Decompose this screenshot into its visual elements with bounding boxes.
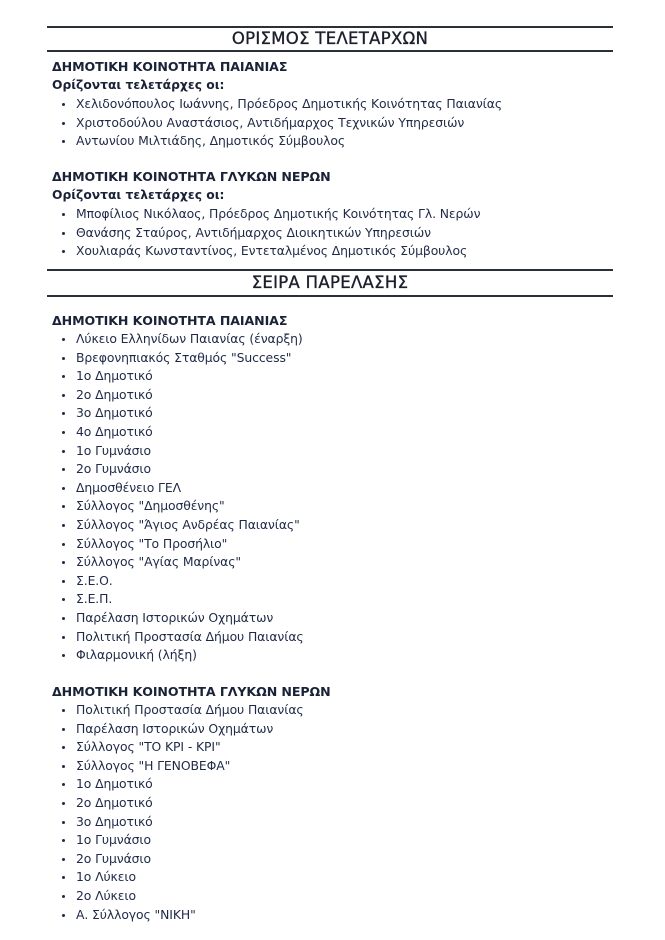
list-item xyxy=(52,887,632,906)
list-item xyxy=(52,720,632,739)
teletarches-list xyxy=(52,95,632,151)
list-item-text: Χριστοδούλου Αναστάσιος, Αντιδήμαρχος Τεχνικών Υπηρεσιών xyxy=(76,114,465,130)
bullet-icon xyxy=(62,802,65,805)
list-item-text: 2ο Γυμνάσιο xyxy=(76,461,151,477)
bullet-icon xyxy=(62,394,65,397)
teletarches-glyka-nera xyxy=(52,167,632,261)
bullet-icon xyxy=(62,357,65,360)
list-item xyxy=(52,330,632,349)
section-title-parade: ΣΕΙΡΑ ΠΑΡΕΛΑΣΗΣ xyxy=(251,273,409,292)
bullet-icon xyxy=(62,783,65,786)
bullet-icon xyxy=(62,561,65,564)
list-item-text: Δημοσθένειο ΓΕΛ xyxy=(76,479,181,495)
bullet-icon xyxy=(62,728,65,731)
list-item xyxy=(52,114,632,133)
list-item-text: Σ.Ε.Π. xyxy=(76,591,113,607)
bullet-icon xyxy=(62,250,65,253)
list-item xyxy=(52,738,632,757)
list-item xyxy=(52,553,632,572)
list-item xyxy=(52,535,632,554)
bullet-icon xyxy=(62,412,65,415)
list-item xyxy=(52,775,632,794)
list-item xyxy=(52,497,632,516)
bullet-icon xyxy=(62,232,65,235)
list-item-text: 1ο Γυμνάσιο xyxy=(76,832,151,848)
bullet-icon xyxy=(62,487,65,490)
bullet-icon xyxy=(62,617,65,620)
bullet-icon xyxy=(62,543,65,546)
bullet-icon xyxy=(62,876,65,879)
list-item xyxy=(52,367,632,386)
bullet-icon xyxy=(62,431,65,434)
list-item-text: Θανάσης Σταύρος, Αντιδήμαρχος Διοικητικών Υπηρεσιών xyxy=(76,224,431,240)
parade-paiania xyxy=(52,311,632,665)
list-item-text: 2ο Λύκειο xyxy=(76,887,136,903)
list-item xyxy=(52,850,632,869)
list-item-text: Χουλιαράς Κωνσταντίνος, Εντεταλμένος Δημοτικός Σύμβουλος xyxy=(76,243,468,259)
list-item-text: Λύκειο Ελληνίδων Παιανίας (έναρξη) xyxy=(76,331,303,346)
bullet-icon xyxy=(62,821,65,824)
bullet-icon xyxy=(62,746,65,749)
list-item xyxy=(52,205,632,224)
community-heading: ΔΗΜΟΤΙΚΗ ΚΟΙΝΟΤΗΤΑ ΠΑΙΑΝΙΑΣ xyxy=(52,59,288,74)
list-item-text: 1ο Γυμνάσιο xyxy=(76,442,151,458)
bullet-icon xyxy=(62,895,65,898)
bullet-icon xyxy=(62,213,65,216)
list-item-text: Α. Σύλλογος "ΝΙΚΗ" xyxy=(76,906,196,922)
teletarches-paiania xyxy=(52,57,632,151)
bullet-icon xyxy=(62,654,65,657)
bullet-icon xyxy=(62,338,65,341)
teletarches-label: Ορίζονται τελετάρχες οι: xyxy=(52,188,225,202)
list-item-text: 1ο Δημοτικό xyxy=(76,776,153,792)
community-heading: ΔΗΜΟΤΙΚΗ ΚΟΙΝΟΤΗΤΑ ΓΛΥΚΩΝ ΝΕΡΩΝ xyxy=(52,169,331,184)
list-item-text: Σύλλογος "Αγίας Μαρίνας" xyxy=(76,554,242,570)
list-item-text: Πολιτική Προστασία Δήμου Παιανίας xyxy=(76,702,304,717)
list-item-text: Σύλλογος "Δημοσθένης" xyxy=(76,498,225,514)
bullet-icon xyxy=(62,858,65,861)
bullet-icon xyxy=(62,914,65,917)
list-item xyxy=(52,609,632,628)
list-item-text: Παρέλαση Ιστορικών Οχημάτων xyxy=(76,609,274,625)
teletarches-list xyxy=(52,205,632,261)
bullet-icon xyxy=(62,765,65,768)
bullet-icon xyxy=(62,450,65,453)
list-item xyxy=(52,813,632,832)
list-item-text: Παρέλαση Ιστορικών Οχημάτων xyxy=(76,720,274,736)
list-item xyxy=(52,794,632,813)
bullet-icon xyxy=(62,839,65,842)
list-item-text: Μποφίλιος Νικόλαος, Πρόεδρος Δημοτικής Κοινότητας Γλ. Νερών xyxy=(76,206,481,221)
list-item-text: 3ο Δημοτικό xyxy=(76,813,153,829)
list-item xyxy=(52,590,632,609)
list-item xyxy=(52,646,632,665)
parade-list xyxy=(52,701,632,924)
list-item xyxy=(52,349,632,368)
list-item xyxy=(52,386,632,405)
list-item xyxy=(52,404,632,423)
bullet-icon xyxy=(62,709,65,712)
parade-glyka-nera xyxy=(52,682,632,924)
list-item-text: 2ο Δημοτικό xyxy=(76,794,153,810)
list-item-text: Σύλλογος "Το Προσήλιο" xyxy=(76,535,228,551)
section-title-teletarches: ΟΡΙΣΜΟΣ ΤΕΛΕΤΑΡΧΩΝ xyxy=(231,29,429,48)
list-item xyxy=(52,95,632,114)
list-item-text: 2ο Γυμνάσιο xyxy=(76,850,151,866)
bullet-icon xyxy=(62,140,65,143)
bullet-icon xyxy=(62,375,65,378)
teletarches-label: Ορίζονται τελετάρχες οι: xyxy=(52,78,225,92)
community-heading: ΔΗΜΟΤΙΚΗ ΚΟΙΝΟΤΗΤΑ ΠΑΙΑΝΙΑΣ xyxy=(52,313,288,328)
bullet-icon xyxy=(62,103,65,106)
list-item-text: Χελιδονόπουλος Ιωάννης, Πρόεδρος Δημοτικής Κοινότητας Παιανίας xyxy=(76,96,503,111)
community-heading: ΔΗΜΟΤΙΚΗ ΚΟΙΝΟΤΗΤΑ ΓΛΥΚΩΝ ΝΕΡΩΝ xyxy=(52,684,331,699)
list-item-text: 1ο Λύκειο xyxy=(76,869,136,885)
list-item-text: 2ο Δημοτικό xyxy=(76,386,153,402)
list-item xyxy=(52,224,632,243)
bullet-icon xyxy=(62,468,65,471)
list-item-text: Σύλλογος "Άγιος Ανδρέας Παιανίας" xyxy=(76,516,300,532)
section-rule-top xyxy=(47,26,613,28)
list-item xyxy=(52,701,632,720)
list-item xyxy=(52,479,632,498)
bullet-icon xyxy=(62,524,65,527)
list-item xyxy=(52,831,632,850)
list-item-text: Σύλλογος "Η ΓΕΝΟΒΕΦΑ" xyxy=(76,757,231,773)
list-item xyxy=(52,442,632,461)
list-item xyxy=(52,868,632,887)
section-rule-bottom xyxy=(47,295,613,297)
list-item-text: Σύλλογος "ΤΟ ΚΡΙ - ΚΡΙ" xyxy=(76,739,221,755)
list-item-text: Πολιτική Προστασία Δήμου Παιανίας xyxy=(76,628,304,644)
bullet-icon xyxy=(62,636,65,639)
bullet-icon xyxy=(62,598,65,601)
list-item xyxy=(52,460,632,479)
list-item-text: Αντωνίου Μιλτιάδης, Δημοτικός Σύμβουλος xyxy=(76,133,346,149)
section-rule-top xyxy=(47,269,613,271)
list-item-text: 1ο Δημοτικό xyxy=(76,368,153,384)
list-item-text: Βρεφονηπιακός Σταθμός "Success" xyxy=(76,349,292,365)
list-item xyxy=(52,423,632,442)
list-item xyxy=(52,906,632,925)
bullet-icon xyxy=(62,505,65,508)
list-item-text: 3ο Δημοτικό xyxy=(76,405,153,421)
bullet-icon xyxy=(62,122,65,125)
list-item-text: 4ο Δημοτικό xyxy=(76,423,153,439)
bullet-icon xyxy=(62,580,65,583)
section-rule-bottom xyxy=(47,50,613,52)
parade-list xyxy=(52,330,632,665)
list-item xyxy=(52,572,632,591)
list-item xyxy=(52,516,632,535)
list-item xyxy=(52,132,632,151)
list-item-text: Φιλαρμονική (λήξη) xyxy=(76,647,197,663)
list-item xyxy=(52,757,632,776)
list-item xyxy=(52,242,632,261)
list-item xyxy=(52,628,632,647)
list-item-text: Σ.Ε.Ο. xyxy=(76,572,113,588)
